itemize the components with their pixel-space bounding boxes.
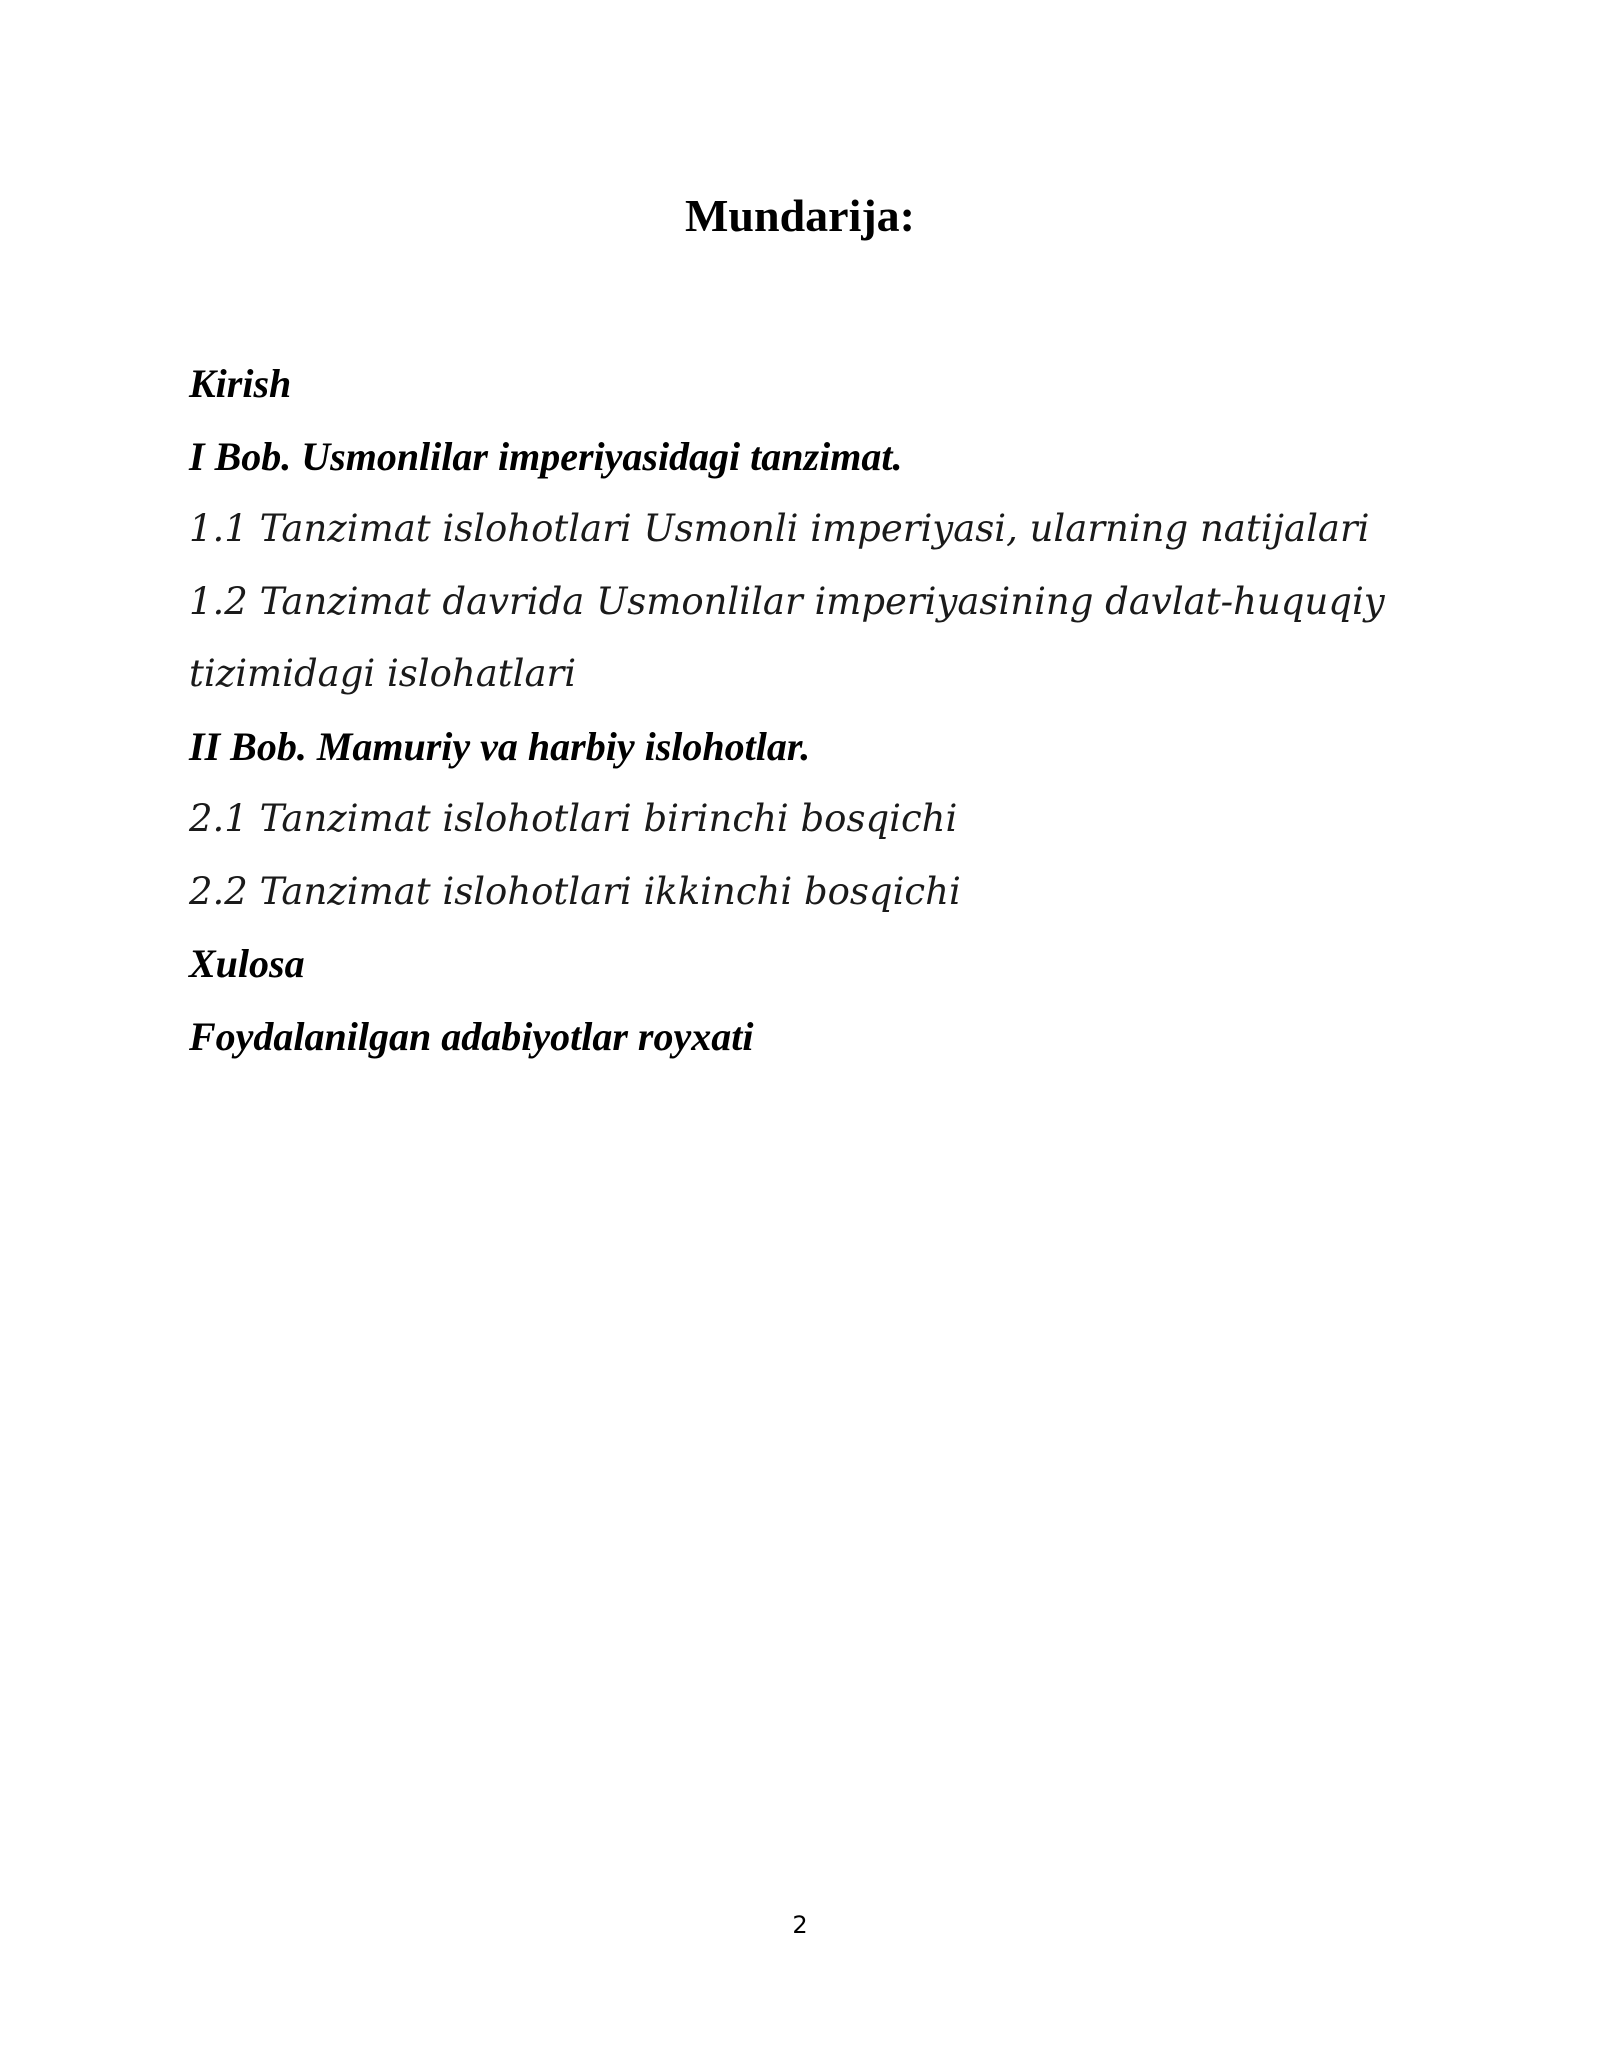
toc-entry-section-1-1: 1.1 Tanzimat islohotlari Usmonli imperiyasi, ularning natijalari: [189, 507, 1370, 550]
toc-entry-bibliography: Foydalanilgan adabiyotlar royxati: [189, 1013, 754, 1059]
toc-entry-section-2-2: 2.2 Tanzimat islohotlari ikkinchi bosqichi: [189, 869, 961, 913]
toc-entry-chapter-2: II Bob. Mamuriy va harbiy islohotlar.: [189, 723, 811, 769]
table-of-contents: [189, 348, 1419, 1073]
page-number: 2: [792, 1911, 808, 1939]
page-title: Mundarija:: [685, 190, 915, 241]
toc-entry-section-2-1: 2.1 Tanzimat islohotlari birinchi bosqichi: [189, 797, 958, 840]
toc-entry-chapter-1: I Bob. Usmonlilar imperiyasidagi tanzimat.: [189, 433, 903, 479]
toc-entry-introduction: Kirish: [189, 361, 292, 406]
toc-entry-conclusion: Xulosa: [189, 941, 305, 986]
toc-entry-section-1-2-continued: tizimidagi islohatlari: [189, 652, 577, 695]
toc-entry-section-1-2: 1.2 Tanzimat davrida Usmonlilar imperiyasining davlat-huquqiy: [189, 579, 1385, 623]
